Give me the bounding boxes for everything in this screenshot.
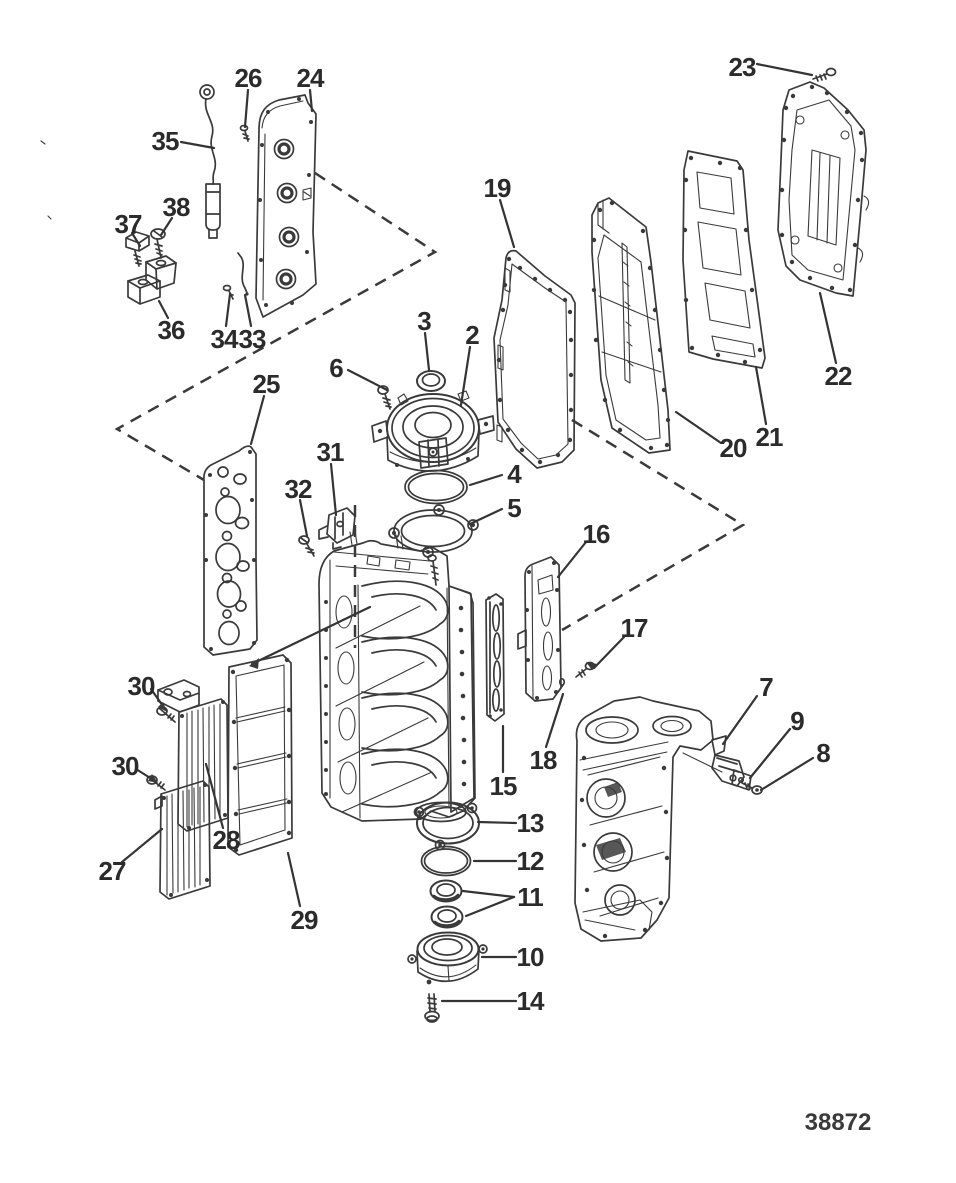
part-screw-34 (224, 286, 234, 300)
part-exhaust-cover-22 (778, 82, 869, 296)
callout-29: 29 (290, 905, 318, 935)
callout-3: 3 (417, 306, 431, 336)
callout-31: 31 (316, 437, 344, 467)
part-oring-12 (422, 847, 471, 876)
callout-28: 28 (212, 825, 240, 855)
callout-30b: 30 (111, 751, 139, 781)
callout-19: 19 (483, 173, 511, 203)
callout-25: 25 (252, 369, 280, 399)
part-plate-19 (494, 251, 575, 468)
bolt-holes (683, 156, 762, 364)
part-exhaust-cover-24 (256, 95, 316, 317)
callout-14: 14 (516, 986, 544, 1016)
scan-artifacts (41, 141, 51, 219)
callout-35: 35 (151, 126, 179, 156)
callout-13: 13 (516, 808, 544, 838)
callout-2: 2 (465, 320, 479, 350)
callout-22: 22 (824, 361, 852, 391)
callout-10: 10 (516, 942, 544, 972)
part-sensor-35 (200, 85, 220, 238)
callout-34: 34 (210, 324, 238, 354)
callout-20: 20 (719, 433, 747, 463)
callout-7: 7 (759, 672, 773, 702)
part-divider-plate-20 (592, 198, 670, 453)
part-cylinder-block (319, 531, 475, 822)
callout-36: 36 (157, 315, 185, 345)
part-end-cap-10 (408, 933, 487, 985)
part-baffle-plate-16 (518, 557, 561, 701)
part-gasket-13 (415, 803, 480, 850)
callout-labels (99, 52, 852, 1016)
callout-16: 16 (582, 519, 610, 549)
callout-12: 12 (516, 846, 544, 876)
part-head-gasket-25 (204, 446, 257, 655)
part-seals-11 (431, 881, 463, 928)
part-bolt-14 (425, 994, 439, 1022)
part-wire-33 (238, 253, 249, 296)
stud-bolt (428, 555, 438, 585)
callout-30a: 30 (127, 671, 155, 701)
callout-23: 23 (728, 52, 756, 82)
part-screw-32 (299, 536, 314, 556)
callout-9: 9 (790, 706, 804, 736)
callout-27: 27 (98, 856, 126, 886)
callout-11: 11 (517, 882, 543, 912)
part-cover-27 (155, 781, 210, 899)
part-end-cap-2 (372, 391, 494, 471)
callout-26: 26 (234, 63, 262, 93)
part-oring-4 (405, 471, 467, 504)
callout-24: 24 (296, 63, 324, 93)
part-gasket-5 (389, 505, 478, 557)
part-screw-23 (813, 69, 836, 82)
callout-38: 38 (162, 192, 190, 222)
callout-21: 21 (755, 422, 783, 452)
part-gasket-15 (486, 594, 504, 721)
part-crankcase (575, 697, 722, 941)
callout-6: 6 (329, 353, 343, 383)
callout-37: 37 (114, 209, 142, 239)
part-gasket-21 (683, 151, 765, 368)
callout-17: 17 (620, 613, 648, 643)
callout-5: 5 (507, 493, 521, 523)
callout-8: 8 (816, 738, 830, 768)
callout-4: 4 (507, 459, 521, 489)
callout-32: 32 (284, 474, 312, 504)
callout-15: 15 (489, 771, 517, 801)
callout-18: 18 (529, 745, 557, 775)
diagram-number: 38872 (804, 1109, 872, 1136)
callout-33: 33 (238, 324, 266, 354)
part-seal-3 (417, 371, 445, 391)
